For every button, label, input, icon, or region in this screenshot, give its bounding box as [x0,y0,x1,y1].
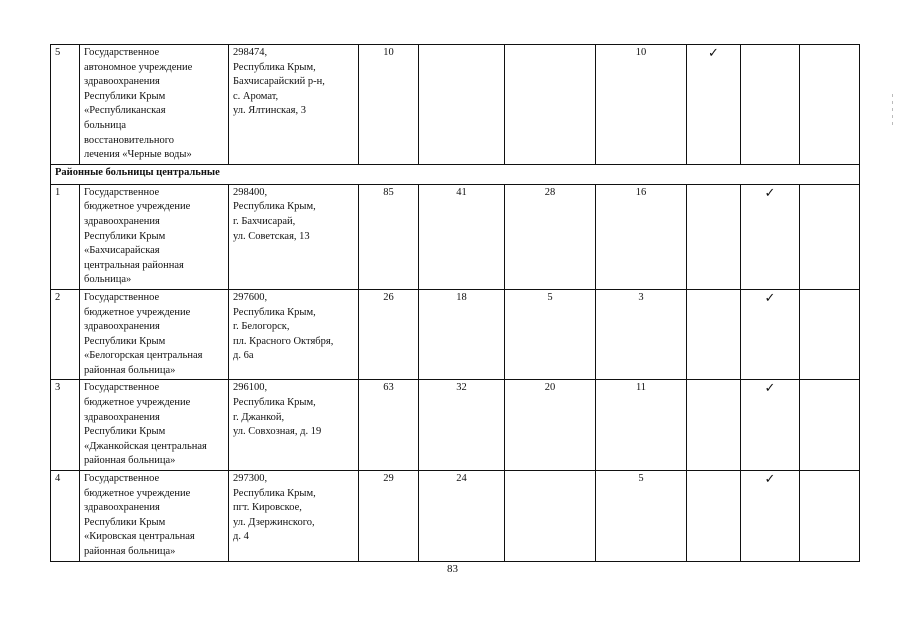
value-col-1: 26 [359,289,419,380]
check-col-3 [800,380,860,471]
value-col-4: 5 [596,471,687,562]
row-number: 1 [51,184,80,289]
institution-address: 297300, Республика Крым, пгт. Кировское, ул. Дзержинского, д. 4 [229,471,359,562]
check-mark-icon: ✓ [741,184,800,289]
value-col-3: 5 [505,289,596,380]
table-row [51,471,860,562]
institution-name: Государственное бюджетное учреждение здравоохранения Республики Крым «Джанкойская центральная районная больница» [80,380,229,471]
institution-address: 298474, Республика Крым, Бахчисарайский р-н, с. Аромат, ул. Ялтинская, 3 [229,45,359,165]
value-col-4: 11 [596,380,687,471]
table-row [51,380,860,471]
institution-name: Государственное бюджетное учреждение здравоохранения Республики Крым «Бахчисарайская центральная районная больница» [80,184,229,289]
hospitals-table [50,44,860,562]
row-number: 4 [51,471,80,562]
check-col-3 [800,471,860,562]
check-col-3 [800,45,860,165]
row-number: 3 [51,380,80,471]
value-col-1: 10 [359,45,419,165]
institution-name: Государственное автономное учреждение здравоохранения Республики Крым «Республиканская больница восстановительного лечения «Черные воды» [80,45,229,165]
value-col-4: 16 [596,184,687,289]
row-number: 5 [51,45,80,165]
value-col-4: 3 [596,289,687,380]
check-mark-icon: ✓ [687,45,741,165]
value-col-3 [505,45,596,165]
institution-name: Государственное бюджетное учреждение здравоохранения Республики Крым «Кировская центральная районная больница» [80,471,229,562]
institution-address: 297600, Республика Крым, г. Белогорск, пл. Красного Октября, д. 6а [229,289,359,380]
section-heading: Районные больницы центральные [51,164,860,184]
value-col-2: 24 [419,471,505,562]
section-row [51,164,860,184]
value-col-4: 10 [596,45,687,165]
check-col-1 [687,380,741,471]
institution-name: Государственное бюджетное учреждение здравоохранения Республики Крым «Белогорская центральная районная больница» [80,289,229,380]
row-number: 2 [51,289,80,380]
check-col-1 [687,471,741,562]
value-col-2: 41 [419,184,505,289]
check-col-3 [800,289,860,380]
table-row [51,289,860,380]
value-col-3: 28 [505,184,596,289]
table-row [51,184,860,289]
value-col-1: 85 [359,184,419,289]
value-col-2 [419,45,505,165]
check-col-1 [687,184,741,289]
table-row [51,45,860,165]
institution-address: 298400, Республика Крым, г. Бахчисарай, ул. Советская, 13 [229,184,359,289]
value-col-2: 18 [419,289,505,380]
value-col-1: 29 [359,471,419,562]
value-col-1: 63 [359,380,419,471]
value-col-3: 20 [505,380,596,471]
check-mark-icon: ✓ [741,380,800,471]
check-col-1 [687,289,741,380]
institution-address: 296100, Республика Крым, г. Джанкой, ул. Совхозная, д. 19 [229,380,359,471]
scan-margin-marks [889,90,895,129]
check-mark-icon: ✓ [741,289,800,380]
check-col-2 [741,45,800,165]
check-mark-icon: ✓ [741,471,800,562]
value-col-3 [505,471,596,562]
check-col-3 [800,184,860,289]
value-col-2: 32 [419,380,505,471]
page-number: 83 [447,563,458,575]
